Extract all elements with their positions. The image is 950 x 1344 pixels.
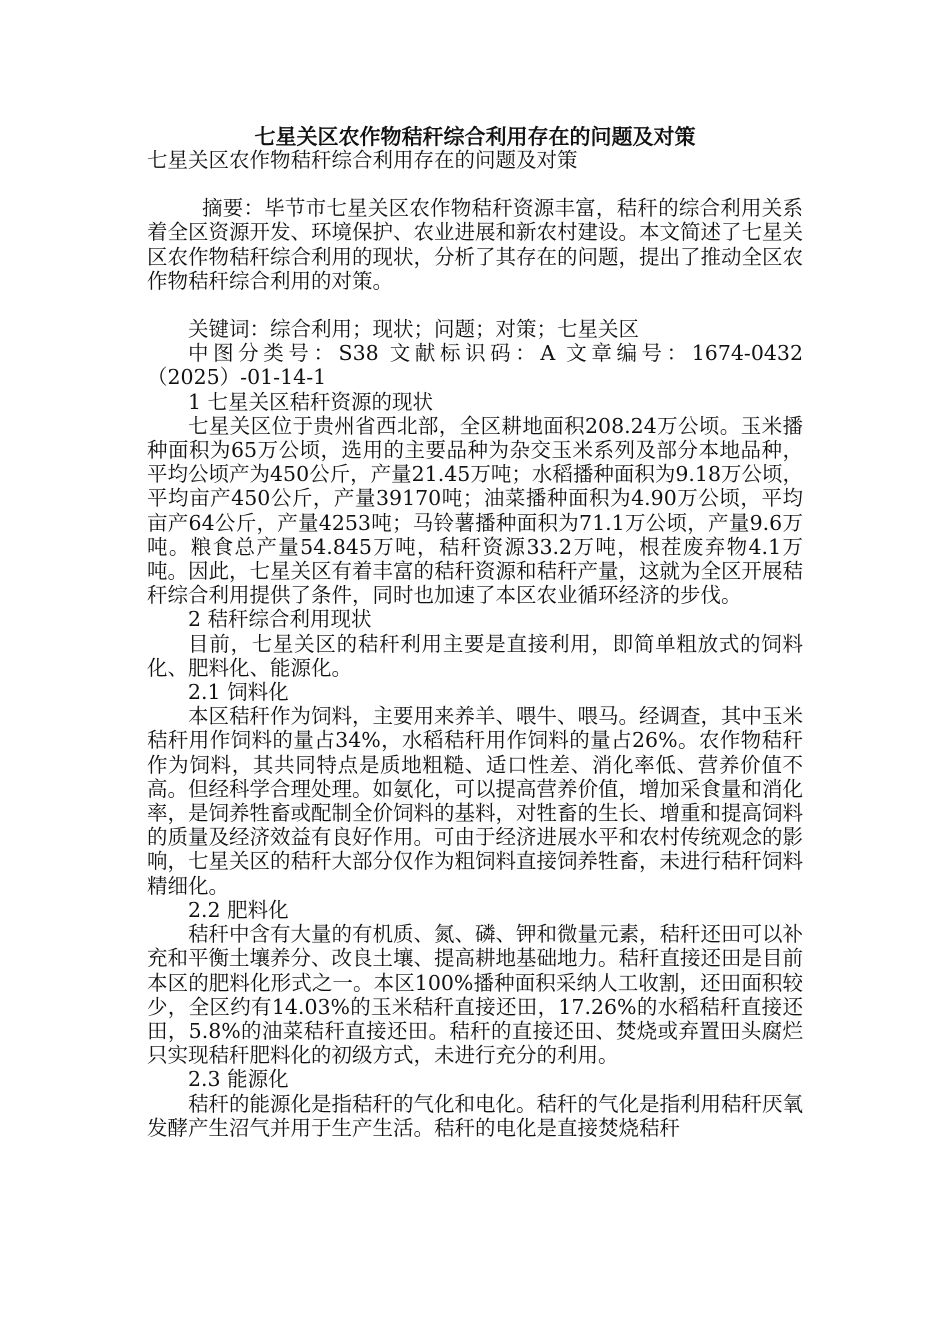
spacer: [147, 293, 803, 317]
section-paragraph: 秸秆中含有大量的有机质、氮、磷、钾和微量元素，秸秆还田可以补充和平衡土壤养分、改良土壤、提高耕地基础地力。秸秆直接还田是目前本区的肥料化形式之一。本区100%播种面积采纳人工收割，还田面积较少，全区约有14.03%的玉米秸秆直接还田，17.26%的水稻秸秆直接还田，5.8%的油菜秸秆直接还田。秸秆的直接还田、焚烧或弃置田头腐烂只实现秸秆肥料化的初级方式，未进行充分的利用。: [147, 922, 803, 1068]
document-subtitle: 七星关区农作物秸秆综合利用存在的问题及对策: [147, 148, 578, 172]
section-paragraph: 秸秆的能源化是指秸秆的气化和电化。秸秆的气化是指利用秸秆厌氧发酵产生沼气并用于生产生活。秸秆的电化是直接焚烧秸秆: [147, 1091, 803, 1140]
section-heading: 2 秸秆综合利用现状: [188, 607, 372, 632]
document-body: [147, 148, 803, 1140]
section-paragraph: 目前，七星关区的秸秆利用主要是直接利用，即简单粗放式的饲料化、肥料化、能源化。: [147, 631, 803, 680]
abstract-paragraph: 摘要：毕节市七星关区农作物秸秆资源丰富，秸秆的综合利用关系着全区资源开发、环境保护、农业进展和新农村建设。本文简述了七星关区农作物秸秆综合利用的现状，分析了其存在的问题，提出了推动全区农作物秸秆综合利用的对策。: [147, 196, 803, 293]
keywords-line: 关键词：综合利用；现状；问题；对策；七星关区: [188, 317, 639, 342]
section-paragraph: 七星关区位于贵州省西北部，全区耕地面积208.24万公顷。玉米播种面积为65万公顷，选用的主要品种为杂交玉米系列及部分本地品种，平均公顷产为450公斤，产量21.45万吨；水稻播种面积为9.18万公顷，平均亩产450公斤，产量39170吨；油菜播种面积为4.90万公顷，平均亩产64公斤，产量4253吨；马铃薯播种面积为71.1万公顷，产量9.6万吨。粮食总产量54.845万吨，秸秆资源33.2万吨，根茬废弃物4.1万吨。因此，七星关区有着丰富的秸秆资源和秸秆产量，这就为全区开展秸秆综合利用提供了条件，同时也加速了本区农业循环经济的步伐。: [147, 413, 803, 608]
spacer: [147, 172, 803, 196]
section-heading: 2.3 能源化: [188, 1067, 289, 1092]
section-paragraph: 本区秸秆作为饲料，主要用来养羊、喂牛、喂马。经调查，其中玉米秸秆用作饲料的量占34%，水稻秸秆用作饲料的量占26%。农作物秸秆作为饲料，其共同特点是质地粗糙、适口性差、消化率低、营养价值不高。但经科学合理处理。如氨化，可以提高营养价值，增加采食量和消化率，是饲养牲畜或配制全价饲料的基料，对牲畜的生长、增重和提高饲料的质量及经济效益有良好作用。可由于经济进展水平和农村传统观念的影响，七星关区的秸秆大部分仅作为粗饲料直接饲养牲畜，未进行秸秆饲料精细化。: [147, 704, 803, 898]
section-heading: 2.2 肥料化: [188, 897, 289, 922]
classification-line: 中图分类号：S38 文献标识码：A 文章编号：1674-0432（2025）-01-14-1: [147, 341, 803, 390]
section-heading: 2.1 饲料化: [188, 680, 289, 705]
document-title: 七星关区农作物秸秆综合利用存在的问题及对策: [254, 124, 696, 149]
section-heading: 1 七星关区秸秆资源的现状: [188, 389, 434, 414]
